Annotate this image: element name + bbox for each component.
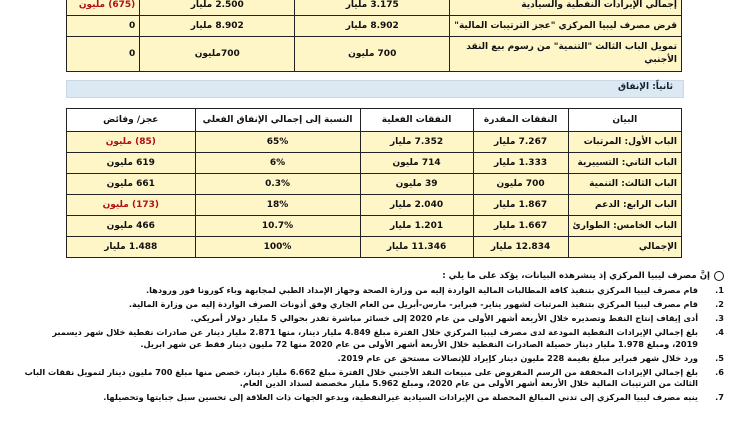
row-item: الباب الخامس: الطوارئ	[568, 216, 681, 237]
note-number: 2.	[715, 299, 724, 309]
revenue-deficit: (675) مليون	[67, 0, 140, 16]
section-title: ثانياً: الإنفاق	[618, 82, 673, 92]
row-item: الإجمالي	[568, 237, 681, 258]
row-estimated: 700 مليون	[473, 174, 568, 195]
note-number: 7.	[715, 392, 724, 402]
revenue-deficit: 0	[67, 16, 140, 37]
revenue-actual: 2.500 مليار	[140, 0, 295, 16]
revenue-estimated: 3.175 مليار	[295, 0, 450, 16]
row-estimated: 1.667 مليار	[473, 216, 568, 237]
list-item	[24, 313, 724, 325]
row-actual: 7.352 مليار	[360, 132, 473, 153]
notes-intro-text: إنَّ مصرف ليبيا المركزي إذ ينشرهذه البيانات، يؤكد على ما يلي :	[442, 271, 710, 281]
notes-section	[24, 270, 724, 406]
list-item	[24, 392, 724, 404]
row-ratio: 18%	[195, 195, 360, 216]
revenue-table	[66, 0, 682, 72]
table-row	[67, 0, 682, 16]
table-row	[67, 153, 682, 174]
note-text: أدى إيقاف إنتاج النفط وتصديره خلال الأربعة أشهر الأولى من عام 2020 إلى خسائر مباشرة تقدر بحوالي 5 مليار دولار أمريكي.	[190, 313, 698, 323]
revenue-estimated: 8.902 مليار	[295, 16, 450, 37]
row-ratio: 10.7%	[195, 216, 360, 237]
list-item	[24, 285, 724, 297]
row-actual: 11.346 مليار	[360, 237, 473, 258]
section-header	[66, 80, 684, 98]
note-number: 3.	[715, 313, 724, 323]
row-item: الباب الرابع: الدعم	[568, 195, 681, 216]
list-item	[24, 327, 724, 350]
header-item: البيان	[568, 109, 681, 132]
header-balance: عجز/ وفائض	[67, 109, 196, 132]
header-estimated: النفقات المقدرة	[473, 109, 568, 132]
revenue-label: تمويل الباب الثالث "التنمية" من رسوم بيع النقد الأجنبي	[450, 37, 682, 72]
row-item: الباب الثاني: التسييرية	[568, 153, 681, 174]
table-row	[67, 195, 682, 216]
revenue-label: إجمالي الإيرادات النفطية والسيادية	[450, 0, 682, 16]
row-ratio: 100%	[195, 237, 360, 258]
row-actual: 2.040 مليار	[360, 195, 473, 216]
table-row	[67, 132, 682, 153]
note-number: 4.	[715, 327, 724, 337]
row-balance: 661 مليون	[67, 174, 196, 195]
revenue-actual: 700مليون	[140, 37, 295, 72]
row-estimated: 1.867 مليار	[473, 195, 568, 216]
revenue-actual: 8.902 مليار	[140, 16, 295, 37]
row-balance: 466 مليون	[67, 216, 196, 237]
list-item	[24, 367, 724, 390]
expenses-table	[66, 108, 682, 258]
row-ratio: 6%	[195, 153, 360, 174]
header-ratio: النسبة إلى إجمالي الإنفاق الفعلي	[195, 109, 360, 132]
row-balance: 1.488 مليار	[67, 237, 196, 258]
note-number: 5.	[715, 352, 724, 363]
note-text: بلغ إجمالي الإيرادات المحققة من الرسم المفروض على مبيعات النقد الأجنبي خلال الفترة مبلغ 6.662 مليار دينار، خصص منها مبلغ 700 مليون دينار لتمويل نفقات الباب الثالث من الترتيبات المالية خلال الأربعة أشهر الأولى من عام 2020، ومبلغ 5.962 مليار مخصصة لسداد الدين العام.	[24, 366, 698, 388]
row-item: الباب الثالث: التنمية	[568, 174, 681, 195]
note-text: قام مصرف ليبيا المركزي بتنفيذ المرتبات لشهور يناير- فبراير- مارس-أبريل من العام الجاري وفق أذونات الصرف الواردة إليه من وزارة المالية.	[128, 299, 698, 309]
table-header-row	[67, 109, 682, 132]
row-balance: 619 مليون	[67, 153, 196, 174]
header-actual: النفقات الفعلية	[360, 109, 473, 132]
table-row	[67, 16, 682, 37]
note-text: قام مصرف ليبيا المركزي بتنفيذ كافة المطالبات المالية الواردة إليه من وزارة الصحة وجهاز الإمداد الطبي لمجابهة وباء كورونا فور ورودها.	[146, 285, 698, 295]
row-balance: (85) مليون	[67, 132, 196, 153]
note-number: 1.	[715, 285, 724, 295]
table-row	[67, 174, 682, 195]
note-text: بلغ إجمالي الإيرادات النفطية المودعة لدى مصرف ليبيا المركزي خلال الفترة مبلغ 4.849 مليار دينار، منها 2.871 مليار دينار عن صادرات نفطية خلال شهر ديسمبر 2019، ومبلغ 1.978 مليار دينار حصيلة الصادرات النفطية خلال الأربعة أشهر الأولى من عام 2020 منها 72 مليون دينار فقط عن شهر ابريل.	[52, 327, 698, 349]
table-total-row	[67, 237, 682, 258]
row-balance: (173) مليون	[67, 195, 196, 216]
row-ratio: 0.3%	[195, 174, 360, 195]
row-item: الباب الأول: المرتبات	[568, 132, 681, 153]
row-actual: 1.201 مليار	[360, 216, 473, 237]
row-estimated: 7.267 مليار	[473, 132, 568, 153]
revenue-label: قرض مصرف ليبيا المركزي "عجز الترتيبات المالية"	[450, 16, 682, 37]
note-number: 6.	[715, 366, 724, 377]
row-estimated: 1.333 مليار	[473, 153, 568, 174]
row-ratio: 65%	[195, 132, 360, 153]
revenue-estimated: 700 مليون	[295, 37, 450, 72]
circle-bullet-icon	[714, 271, 724, 281]
row-estimated: 12.834 مليار	[473, 237, 568, 258]
row-actual: 39 مليون	[360, 174, 473, 195]
note-text: ورد خلال شهر فبراير مبلغ بقيمة 228 مليون دينار كإيراد للإتصالات مستحق عن عام 2019.	[337, 352, 698, 363]
list-item	[24, 299, 724, 311]
notes-intro	[24, 270, 724, 282]
table-row	[67, 216, 682, 237]
note-text: ينبه مصرف ليبيا المركزي إلى تدني المبالغ المحصلة من الإيرادات السيادية غيرالنفطية، ويدعو الجهات ذات العلاقة إلى تحسين سبل جبايتها وتحصيلها.	[103, 392, 698, 402]
revenue-deficit: 0	[67, 37, 140, 72]
table-row	[67, 37, 682, 72]
list-item	[24, 353, 724, 365]
row-actual: 714 مليون	[360, 153, 473, 174]
